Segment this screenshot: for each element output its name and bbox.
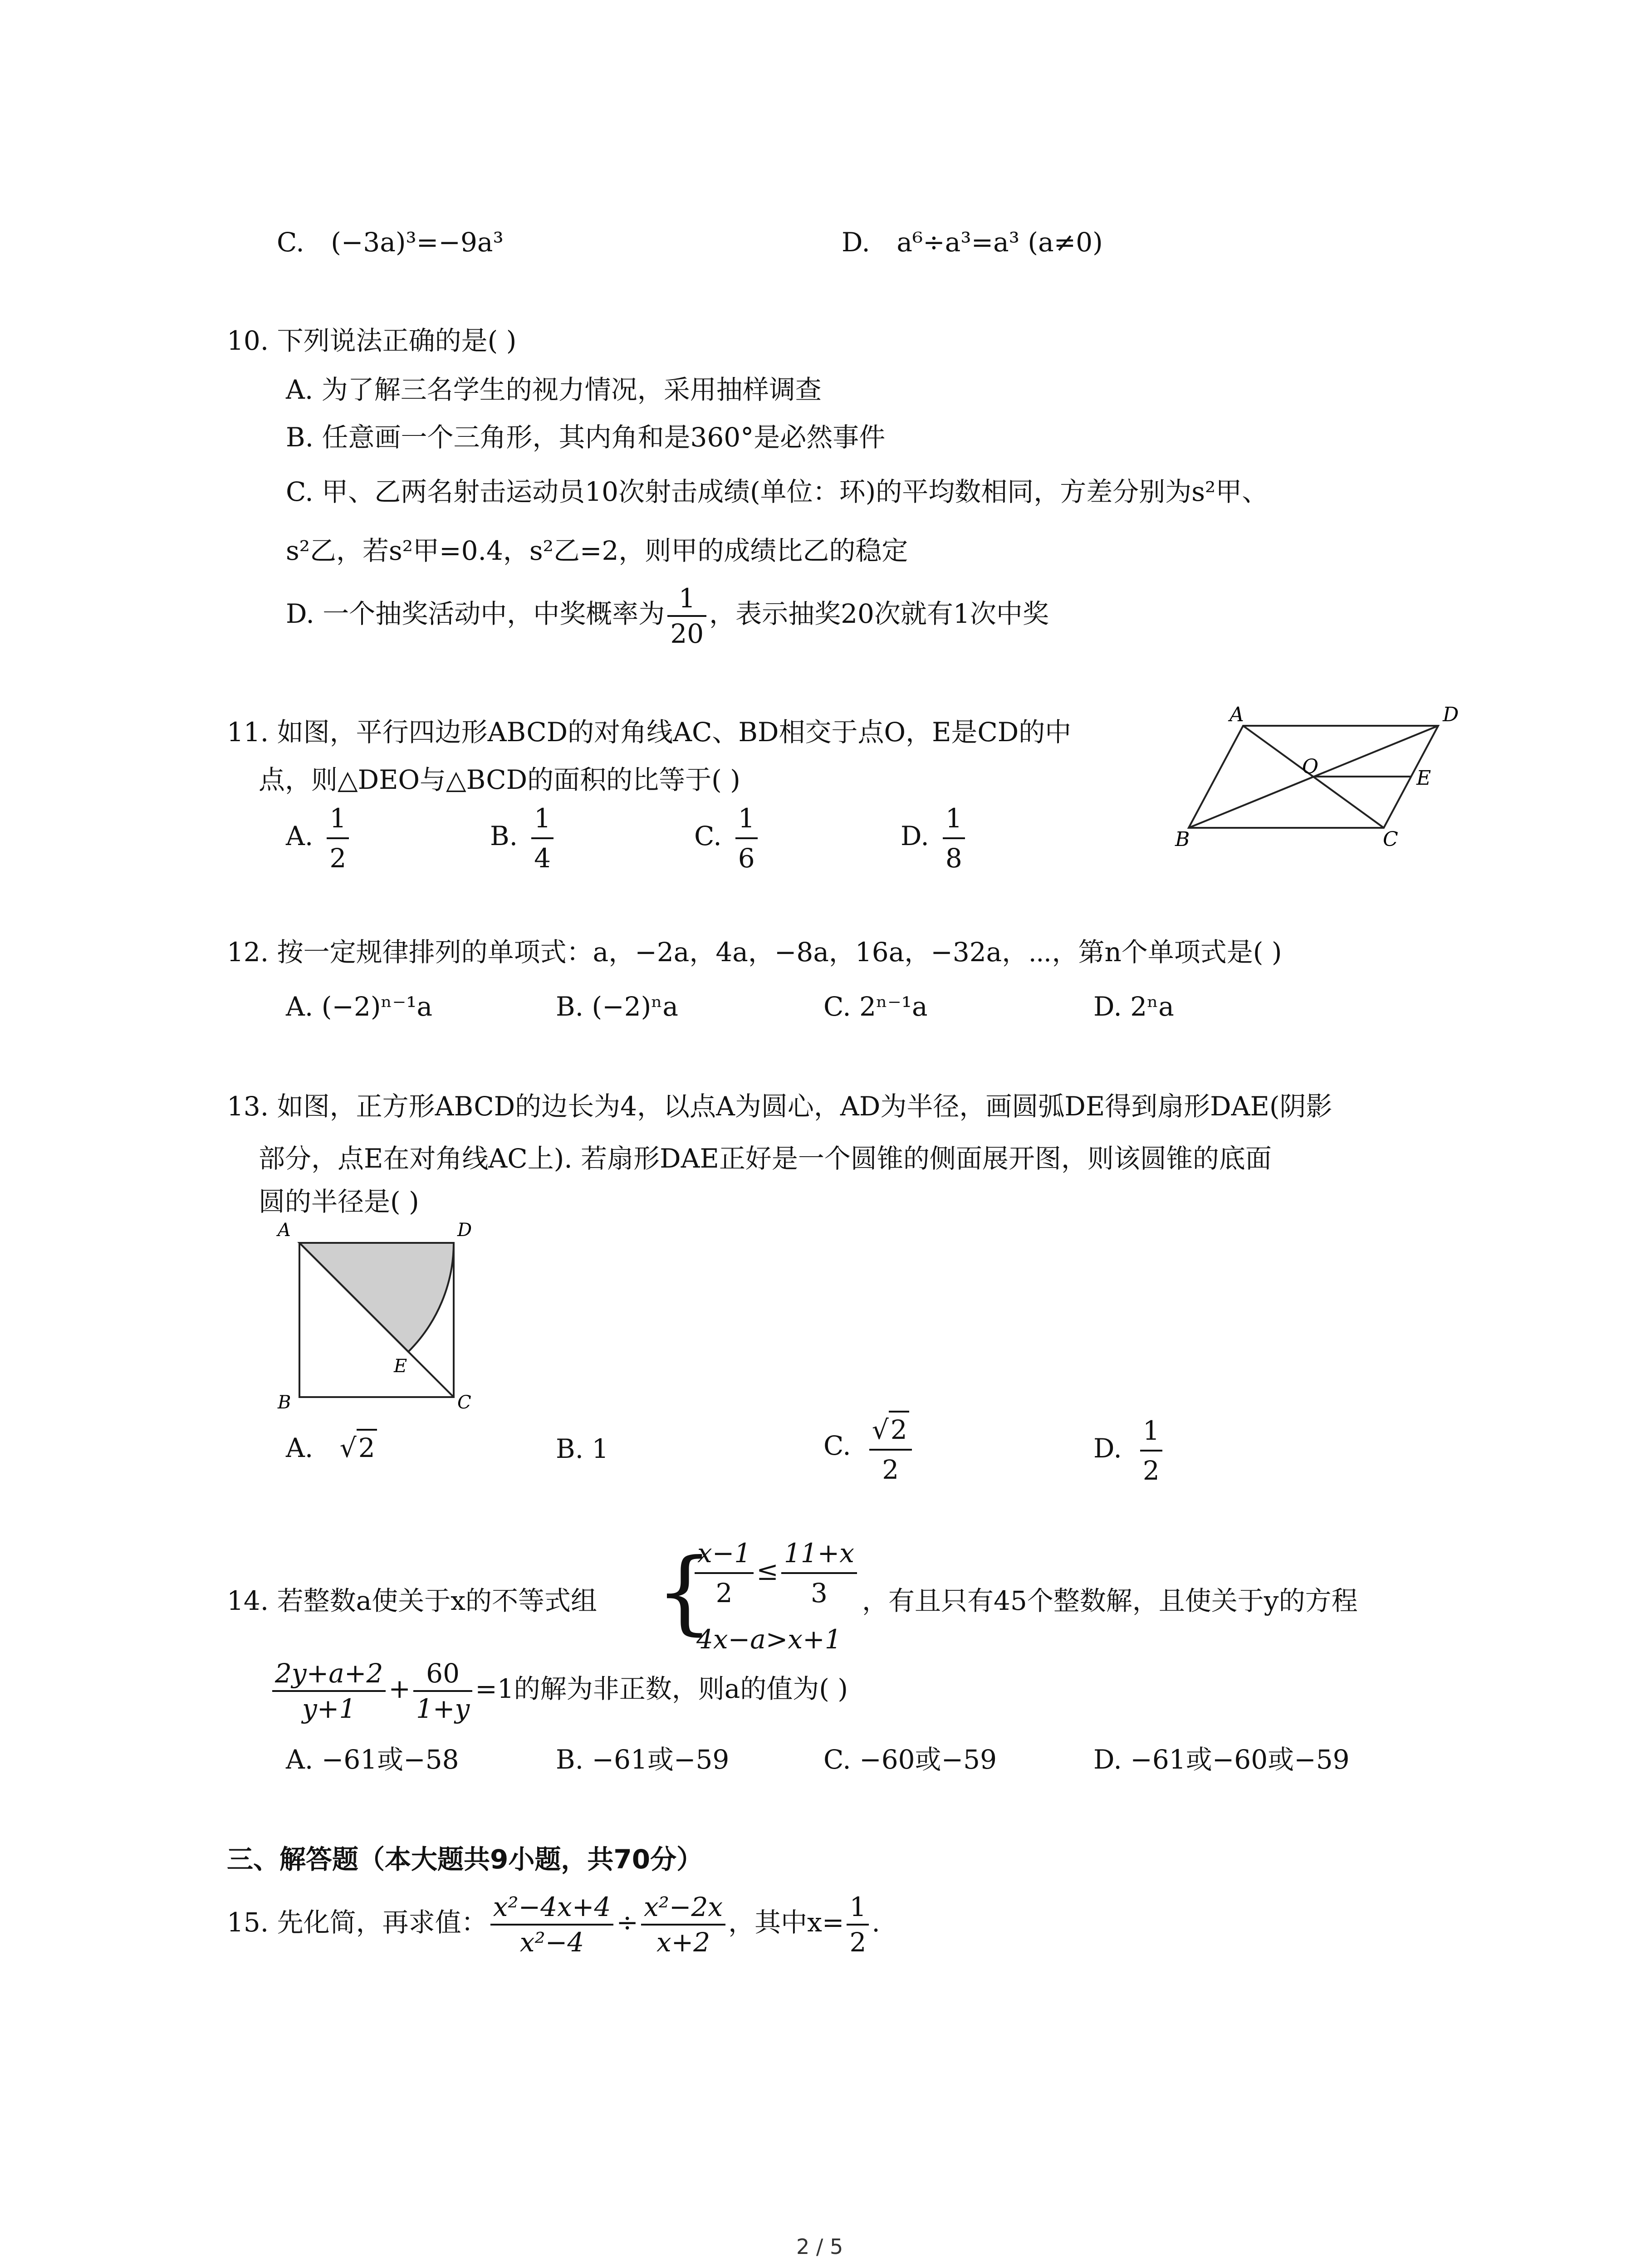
q13-option-a	[286, 1429, 377, 1463]
q12-option-b: B. (−2)ⁿa	[556, 991, 678, 1022]
fraction-numerator: 1	[1140, 1415, 1162, 1452]
q9-option-c-text: (−3a)³=−9a³	[331, 227, 504, 258]
page-number: 2 / 5	[796, 2234, 843, 2259]
q11-parallelogram-figure	[1166, 699, 1484, 853]
q14-inequality-system	[656, 1538, 860, 1656]
equation-fraction-1	[272, 1660, 386, 1722]
fraction-denominator: 2	[1142, 1455, 1160, 1486]
fraction-numerator: 11+x	[781, 1538, 857, 1574]
q14-option-c: C. −60或−59	[823, 1744, 997, 1775]
option-fraction	[1140, 1415, 1162, 1486]
sqrt-radicand: 2	[889, 1411, 909, 1445]
q13-stem-line1: 13. 如图，正方形ABCD的边长为4，以点A为圆心，AD为半径，画圆弧DE得到扇形DAE(阴影	[227, 1091, 1332, 1122]
inequality-operator: ≤	[756, 1555, 779, 1587]
option-label: A.	[286, 1432, 314, 1463]
q10-option-d-pre: D. 一个抽奖活动中，中奖概率为	[286, 598, 665, 630]
figure-label-c: C	[457, 1392, 471, 1413]
fraction-denominator: 8	[945, 843, 962, 874]
sqrt-radicand: 2	[357, 1429, 377, 1463]
fraction-numerator: 2y+a+2	[272, 1660, 386, 1692]
q12-stem: 12. 按一定规律排列的单项式：a，−2a，4a，−8a，16a，−32a，⋯，第n个单项式是( )	[227, 937, 1282, 968]
figure-label-b: B	[278, 1392, 291, 1413]
q14-stem-post: ，有且只有45个整数解，且使关于y的方程	[862, 1585, 1358, 1616]
figure-label-e: E	[1416, 767, 1431, 790]
option-fraction	[327, 803, 349, 874]
fraction-denominator: 2	[849, 1927, 867, 1958]
q9-option-d-text: a⁶÷a³=a³ (a≠0)	[896, 227, 1103, 258]
q13-option-b: B. 1	[556, 1433, 609, 1464]
q14-stem-pre: 14. 若整数a使关于x的不等式组	[227, 1585, 597, 1616]
sqrt-expression: √2	[340, 1429, 377, 1463]
q9-option-c-label: C.	[277, 227, 304, 258]
q10-option-d-fraction	[667, 585, 706, 647]
fraction-numerator: x−1	[695, 1538, 754, 1574]
fraction-denominator: 6	[738, 843, 755, 874]
fraction-denominator: 2	[715, 1578, 733, 1608]
q12-option-a: A. (−2)ⁿ⁻¹a	[286, 991, 433, 1022]
q13-option-c	[823, 1411, 915, 1485]
fraction-denominator: 1+y	[416, 1693, 470, 1724]
option-fraction	[869, 1411, 912, 1485]
q10-option-b: B. 任意画一个三角形，其内角和是360°是必然事件	[286, 422, 886, 453]
q10-stem: 10. 下列说法正确的是( )	[227, 325, 517, 356]
q12-option-c: C. 2ⁿ⁻¹a	[823, 991, 928, 1022]
q10-option-a: A. 为了解三名学生的视力情况，采用抽样调查	[286, 374, 822, 405]
option-label: A.	[286, 821, 314, 852]
inequality-2: 4x−a>x+1	[696, 1624, 842, 1655]
q15-period: .	[872, 1907, 880, 1938]
q15-pre: 15. 先化简，再求值：	[227, 1907, 488, 1938]
q15-x-value	[847, 1892, 869, 1958]
q11-option-b	[490, 803, 556, 874]
plus-sign: +	[388, 1673, 411, 1705]
q12-option-d: D. 2ⁿa	[1093, 991, 1174, 1022]
equation-tail: =1的解为非正数，则a的值为( )	[475, 1673, 848, 1705]
left-brace: {	[656, 1539, 714, 1645]
fraction-numerator: x²−2x	[641, 1894, 725, 1926]
fraction	[781, 1538, 857, 1608]
fraction-denominator: 2	[329, 843, 347, 874]
option-label: C.	[694, 821, 722, 852]
fraction-denominator: x+2	[656, 1927, 710, 1958]
q15-fraction-2	[641, 1892, 725, 1958]
figure-label-o: O	[1302, 755, 1319, 778]
option-fraction	[943, 803, 965, 874]
fraction-numerator: 1	[943, 803, 965, 839]
q9-option-d	[842, 227, 1103, 258]
fraction-denominator: 4	[534, 843, 551, 874]
q15-fraction-1	[490, 1892, 614, 1958]
q10-option-d-post: ，表示抽奖20次就有1次中奖	[709, 598, 1049, 630]
inequality-1	[692, 1538, 860, 1608]
fraction-numerator: 1	[531, 803, 554, 839]
q14-option-d: D. −61或−60或−59	[1093, 1744, 1350, 1775]
fraction	[695, 1538, 754, 1608]
option-label: D.	[1093, 1433, 1122, 1464]
option-label: D.	[901, 821, 929, 852]
q13-option-d	[1093, 1415, 1165, 1486]
option-label: B.	[490, 821, 518, 852]
q14-option-a: A. −61或−58	[286, 1744, 459, 1775]
q10-option-d	[286, 585, 1049, 647]
q15-condition: ，其中x=	[728, 1907, 844, 1938]
option-fraction	[531, 803, 554, 874]
fraction-denominator: x²−4	[519, 1927, 584, 1958]
sqrt-expression: √2	[872, 1411, 909, 1445]
sector-dae-shaded	[299, 1243, 454, 1352]
figure-label-d: D	[1443, 703, 1459, 726]
q10-option-c-line1: C. 甲、乙两名射击运动员10次射击成绩(单位：环)的平均数相同，方差分别为s²甲、	[286, 476, 1269, 507]
fraction-numerator	[869, 1411, 912, 1451]
fraction-denominator: 20	[670, 618, 704, 649]
q11-stem-line1: 11. 如图，平行四边形ABCD的对角线AC、BD相交于点O，E是CD的中	[227, 717, 1072, 748]
q11-stem-line2: 点，则△DEO与△BCD的面积的比等于( )	[259, 764, 740, 795]
option-label: C.	[823, 1430, 851, 1461]
figure-label-b: B	[1175, 828, 1190, 851]
fraction-denominator: y+1	[302, 1693, 356, 1724]
figure-label-d: D	[457, 1220, 472, 1241]
figure-label-a: A	[1230, 703, 1244, 726]
division-sign: ÷	[616, 1907, 638, 1938]
q13-stem-line3: 圆的半径是( )	[259, 1186, 419, 1217]
q14-option-b: B. −61或−59	[556, 1744, 730, 1775]
fraction-denominator: 3	[810, 1578, 828, 1608]
option-fraction	[735, 803, 758, 874]
section-3-title: 三、解答题（本大题共9小题，共70分）	[227, 1844, 703, 1875]
q14-equation	[272, 1660, 848, 1722]
fraction-numerator: 1	[327, 803, 349, 839]
q15-stem	[227, 1892, 880, 1958]
fraction-numerator: x²−4x+4	[490, 1894, 614, 1926]
figure-label-c: C	[1383, 828, 1398, 851]
figure-label-e: E	[394, 1356, 407, 1377]
q9-option-c	[277, 227, 504, 258]
q13-stem-line2: 部分，点E在对角线AC上). 若扇形DAE正好是一个圆锥的侧面展开图，则该圆锥的底面	[259, 1143, 1272, 1174]
fraction-numerator: 1	[847, 1894, 869, 1926]
equation-fraction-2	[413, 1660, 472, 1722]
figure-label-a: A	[278, 1220, 291, 1241]
q11-option-c	[694, 803, 760, 874]
q11-option-d	[901, 803, 968, 874]
q11-option-a	[286, 803, 352, 874]
fraction-numerator: 1	[735, 803, 758, 839]
fraction-numerator: 60	[413, 1660, 472, 1692]
fraction-denominator: 2	[882, 1454, 899, 1485]
q10-option-c-line2: s²乙，若s²甲=0.4，s²乙=2，则甲的成绩比乙的稳定	[286, 535, 908, 566]
fraction-numerator: 1	[667, 585, 706, 617]
q9-option-d-label: D.	[842, 227, 870, 258]
q13-square-sector-figure	[272, 1216, 490, 1415]
